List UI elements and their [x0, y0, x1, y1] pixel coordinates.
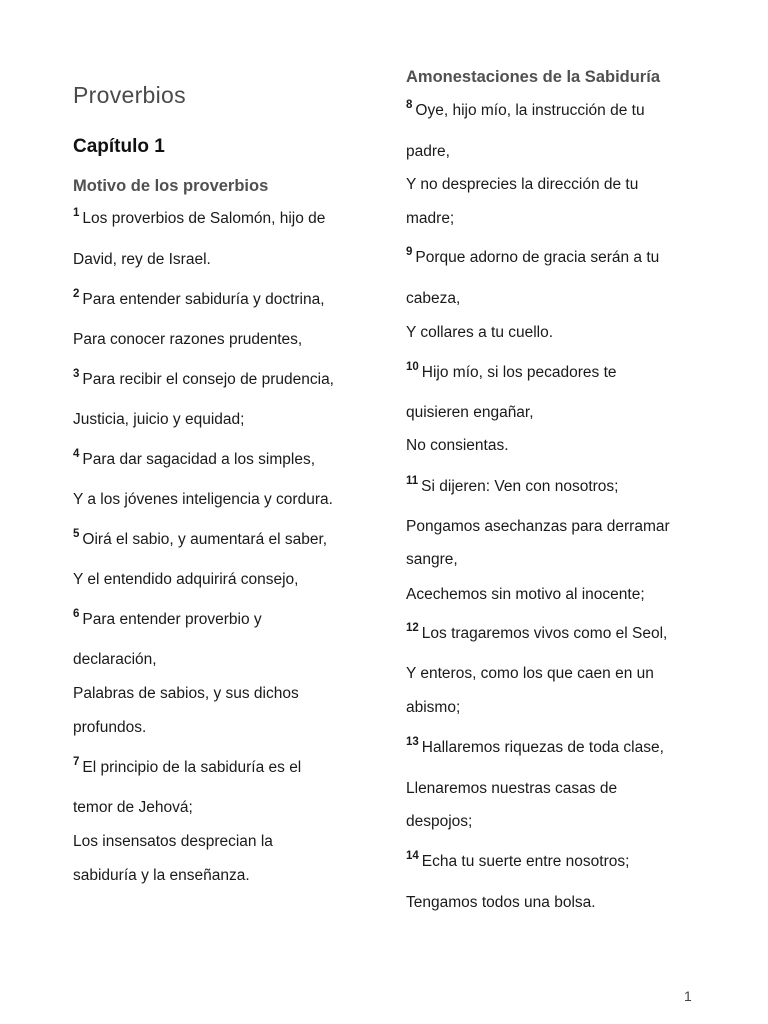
verse-line [406, 850, 630, 871]
verse-line [406, 699, 460, 717]
verse-line [73, 719, 146, 737]
book-title: Proverbios [73, 82, 186, 108]
verse-text: Palabras de sabios, y sus dichos [73, 685, 299, 702]
verse-text: Hijo mío, si los pecadores te [421, 364, 617, 381]
verse-text: Los insensatos desprecian la [73, 833, 273, 850]
verse-number: 2 [73, 288, 80, 300]
verse-line [73, 528, 328, 549]
verse-text: Y enteros, como los que caen en un [406, 665, 654, 682]
verse-line [73, 207, 326, 228]
verse-line [406, 780, 617, 798]
verse-text: Y a los jóvenes inteligencia y cordura. [73, 491, 333, 508]
verse-line [406, 894, 596, 912]
verse-number: 7 [73, 756, 80, 768]
verse-text: abismo; [406, 699, 461, 716]
verse-line [406, 437, 509, 455]
verse-line [406, 404, 534, 422]
verse-line [406, 665, 654, 683]
verse-line [73, 251, 211, 269]
verse-text: Y collares a tu cuello. [406, 324, 554, 341]
verse-line [73, 608, 262, 629]
verse-text: sabiduría y la enseñanza. [73, 867, 250, 884]
verse-line [73, 411, 244, 429]
verse-text: profundos. [73, 719, 147, 736]
verse-line [406, 143, 450, 161]
verse-line [406, 551, 458, 569]
verse-text: Porque adorno de gracia serán a tu [415, 249, 660, 266]
verse-text: Acechemos sin motivo al inocente; [406, 586, 645, 603]
verse-line [406, 518, 670, 536]
verse-text: Los tragaremos vivos como el Seol, [421, 625, 668, 642]
verse-line [406, 99, 645, 120]
verse-text: Y el entendido adquirirá consejo, [73, 571, 299, 588]
verse-text: quisieren engañar, [406, 404, 534, 421]
verse-line [73, 651, 157, 669]
verse-line [406, 290, 460, 308]
verse-line [406, 586, 645, 604]
verse-text: No consientas. [406, 437, 509, 454]
verse-text: Pongamos asechanzas para derramar [406, 518, 670, 535]
verse-line [406, 210, 454, 228]
verse-text: sangre, [406, 551, 458, 568]
verse-text: padre, [406, 143, 450, 160]
verse-number: 12 [406, 622, 419, 634]
verse-line [406, 361, 617, 382]
verse-number: 13 [406, 736, 419, 748]
verse-text: cabeza, [406, 290, 461, 307]
verse-text: Y no desprecies la dirección de tu [406, 176, 639, 193]
verse-line [73, 867, 250, 885]
verse-text: Llenaremos nuestras casas de [406, 780, 618, 797]
verse-number: 5 [73, 528, 80, 540]
verse-text: Para conocer razones prudentes, [73, 331, 303, 348]
verse-text: temor de Jehová; [73, 799, 193, 816]
verse-line [73, 331, 302, 349]
verse-line [73, 288, 325, 309]
verse-line [406, 176, 638, 194]
verse-line [406, 246, 660, 267]
verse-text: Oirá el sabio, y aumentará el saber, [82, 531, 328, 548]
verse-number: 10 [406, 361, 419, 373]
verse-number: 6 [73, 608, 80, 620]
verse-line [406, 324, 553, 342]
verse-line [73, 799, 193, 817]
verse-text: Hallaremos riquezas de toda clase, [421, 739, 664, 756]
verse-text: declaración, [73, 651, 157, 668]
verse-line [406, 475, 619, 496]
verse-number: 4 [73, 448, 80, 460]
verse-number: 3 [73, 368, 80, 380]
verse-line [73, 756, 302, 777]
verse-text: David, rey de Israel. [73, 251, 211, 268]
verse-line [73, 448, 316, 469]
verse-number: 8 [406, 99, 413, 111]
verse-text: Justicia, juicio y equidad; [73, 411, 245, 428]
verse-line [406, 813, 472, 831]
verse-text: Tengamos todos una bolsa. [406, 894, 596, 911]
section-title-left: Motivo de los proverbios [73, 177, 269, 195]
verse-line [406, 736, 664, 757]
verse-number: 11 [406, 475, 419, 487]
page-number: 1 [684, 988, 692, 1004]
verse-line [73, 685, 299, 703]
verse-text: Para entender sabiduría y doctrina, [82, 291, 325, 308]
verse-text: Si dijeren: Ven con nosotros; [421, 478, 619, 495]
verse-text: despojos; [406, 813, 473, 830]
verse-number: 14 [406, 850, 419, 862]
verse-line [406, 622, 668, 643]
verse-text: Oye, hijo mío, la instrucción de tu [415, 102, 645, 119]
verse-line [73, 571, 298, 589]
verse-text: Para entender proverbio y [82, 611, 262, 628]
verse-text: Para dar sagacidad a los simples, [82, 451, 316, 468]
verse-line [73, 491, 333, 509]
verse-line [73, 368, 334, 389]
verse-number: 1 [73, 207, 80, 219]
verse-text: Los proverbios de Salomón, hijo de [82, 210, 326, 227]
verse-line [73, 833, 273, 851]
verse-text: madre; [406, 210, 455, 227]
verse-number: 9 [406, 246, 413, 258]
verse-text: Para recibir el consejo de prudencia, [82, 371, 334, 388]
verse-text: El principio de la sabiduría es el [82, 759, 302, 776]
verse-text: Echa tu suerte entre nosotros; [421, 853, 630, 870]
section-title-right: Amonestaciones de la Sabiduría [406, 68, 660, 86]
chapter-title: Capítulo 1 [73, 136, 165, 157]
